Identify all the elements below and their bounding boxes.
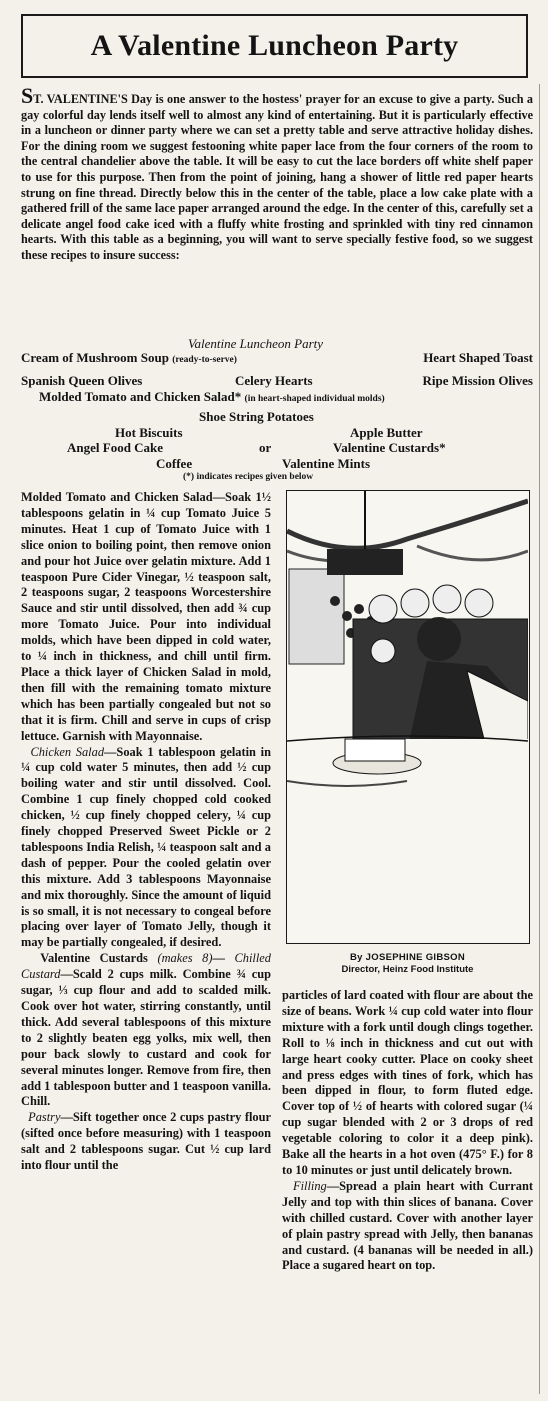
hostess-illustration bbox=[287, 491, 528, 942]
menu-olives-ripe: Ripe Mission Olives bbox=[422, 373, 533, 388]
woman-head bbox=[417, 617, 461, 661]
recipe-chicken-title: Chicken Salad bbox=[30, 744, 105, 759]
menu-footnote: (*) indicates recipes given below bbox=[183, 472, 314, 482]
menu-soup bbox=[21, 350, 237, 366]
menu-custards: Valentine Custards* bbox=[333, 440, 446, 455]
recipe-pastry-title: Pastry bbox=[28, 1110, 61, 1125]
byline bbox=[282, 952, 533, 976]
menu-celery: Celery Hearts bbox=[235, 373, 313, 388]
menu-or: or bbox=[259, 440, 272, 455]
cake bbox=[345, 739, 405, 761]
recipe-chicken bbox=[21, 745, 271, 952]
recipe-custards-makes: (makes 8) bbox=[157, 951, 213, 966]
recipe-filling-text: —Spread a plain heart with Currant Jelly and top with thin slices of banana. Cover with chilled custard. Cover with another layer of plain pastry spread with Jelly, then bananas and custard. (4 bananas will be needed in all.) Place a sugared heart on top. bbox=[282, 1178, 533, 1273]
recipe-pastry-text: —Sift together once 2 cups pastry flour (sifted once before measuring) with 1 teaspoon salt and 2 tablespoons sugar. Cut ½ cup lard into flour until the bbox=[21, 1110, 272, 1173]
drop-cap: S bbox=[21, 83, 34, 108]
menu-mints: Valentine Mints bbox=[282, 456, 370, 471]
menu-heading: Valentine Luncheon Party bbox=[188, 336, 324, 351]
intro-paragraph bbox=[21, 83, 533, 264]
recipe-chilled-title: Chilled Custard bbox=[21, 951, 271, 982]
right-column bbox=[282, 988, 533, 1274]
byline-role: Director, Heinz Food Institute bbox=[341, 964, 474, 975]
streamer bbox=[287, 501, 528, 548]
chandelier bbox=[327, 549, 403, 575]
recipe-filling-title: Filling bbox=[293, 1178, 327, 1193]
recipe-salad-title: Molded Tomato and Chicken Salad bbox=[21, 490, 213, 504]
recipe-pastry-cont: particles of lard coated with flour are about the size of beans. Work ¼ cup cold water into flour mixture with a fork until dough clings together. Roll to ⅛ inch in thickness and cut out with large heart cooky cutter. Place on cooky sheet and press edges with tines of fork, which has been dipped in flour, to form fluted edge. Cover top of ½ of hearts with colored sugar (¼ cup sugar blended with 2 or 3 drops of red vegetable coloring to color it a deep pink). Bake all the hearts in a hot oven (475° F.) for 8 to 10 minutes or just until delicately brown. bbox=[282, 988, 533, 1177]
byline-name: By JOSEPHINE GIBSON bbox=[350, 952, 465, 963]
recipe-filling bbox=[282, 1179, 533, 1274]
intro-text: T. VALENTINE'S Day is one answer to the hostess' prayer for an excuse to give a party. Such a gay colorful day lends itself well to almost any kind of entertaining. But it is particularly effective in a luncheon or dinner party where we can set a pretty table and serve attractive holiday dishes. For the dining room we suggest festooning white paper lace from the four corners of the room to the central chandelier above the table. It will be easy to cut the lace borders off white shelf paper to use for this purpose. Then from the point of joining, hang a shower of little red paper hearts strung on fine thread. Directly below this in the center of the table, place a low cake plate with a gathered frill of the same lace paper arranged around the edge. In the center of this, carefully set a delicate angel food cake iced with a fluffy white frosting and sprinkled with tiny red cinnamon hearts. With this table as a beginning, you will want to serve specially festive food, so we suggest these recipes to insure success: bbox=[21, 92, 533, 262]
left-column bbox=[21, 490, 271, 1174]
column-rule bbox=[539, 84, 540, 1394]
recipe-chicken-text: —Soak 1 tablespoon gelatin in ¼ cup cold water 5 minutes, then add ½ cup boiling water and stir until dissolved. Cool. Combine 1 cup finely chopped cold cooked chicken, ½ cup finely chopped celery, ¼ cup finely chopped Preserved Sweet Pickle or 2 tablespoons India Relish, ¼ teaspoon salt and a dash of pepper. Pour the cooled gelatin over this mixture. Add 3 tablespoons Mayonnaise and mix thoroughly. Since the amount of liquid is so small, it is not necessary to congeal before placing over layer of Tomato Jelly, though it may be partially congealed, if desired. bbox=[21, 744, 271, 950]
menu-olives-queen: Spanish Queen Olives bbox=[21, 373, 143, 388]
recipe-custards: Valentine Custards (makes 8)— Chilled Custard—Scald 2 cups milk. Combine ¾ cup sugar, ⅓ cup flour and add to scalded milk. Cook over hot water, stirring constantly, until thick. Add several tablespoons of this mixture to 2 slightly beaten egg yolks, mix well, then pour back slowly to custard and cook for several minutes longer. Remove from fire, then add 1 tablespoon butter and 1 teaspoon vanilla. Chill. bbox=[21, 951, 271, 1109]
menu-coffee: Coffee bbox=[156, 456, 193, 471]
recipe-custards-title: Valentine Custards bbox=[40, 951, 148, 966]
illustration bbox=[286, 490, 530, 944]
window bbox=[289, 569, 344, 664]
recipe-pastry bbox=[21, 1110, 271, 1174]
menu-soup-note: (ready-to-serve) bbox=[172, 355, 237, 365]
streamer bbox=[417, 546, 528, 560]
menu-salad-note: (in heart-shaped individual molds) bbox=[244, 394, 385, 404]
recipe-salad bbox=[21, 490, 271, 745]
menu-biscuits: Hot Biscuits bbox=[115, 425, 183, 440]
menu-potatoes: Shoe String Potatoes bbox=[199, 409, 314, 424]
menu-angel-cake: Angel Food Cake bbox=[67, 440, 164, 455]
menu-soup-label: Cream of Mushroom Soup bbox=[21, 350, 169, 365]
recipe-chilled-text: —Scald 2 cups milk. Combine ¾ cup sugar, ⅓ cup flour and add to scalded milk. Cook over hot water, stirring constantly, until thick. Add several tablespoons of this mixture to 2 slightly beaten egg yolks, mix well, then pour back slowly to custard and cook for several minutes longer. Remove from fire, then add 1 tablespoon butter and 1 teaspoon vanilla. Chill. bbox=[21, 967, 271, 1109]
title-box bbox=[21, 14, 528, 78]
menu-salad-label: Molded Tomato and Chicken Salad* bbox=[39, 389, 242, 404]
page-title: A Valentine Luncheon Party bbox=[90, 29, 459, 62]
menu-toast: Heart Shaped Toast bbox=[423, 350, 533, 365]
recipe-salad-text: —Soak 1½ tablespoons gelatin in ¼ cup Tomato Juice 5 minutes. Heat 1 cup of Tomato Juice with 1 slice onion to boiling point, then remove onion and pour hot Juice over gelatin mixture. Add 1 teaspoon Pure Cider Vinegar, ½ teaspoon salt, 2 teaspoons sugar, 2 teaspoons Worcestershire Sauce and stir until dissolved, then add ¾ cup more Tomato Juice. Pour into individual molds, which have been dipped in cold water, to ¼ inch in thickness, and chill until firm. Place a thick layer of Chicken Salad in mold, then fill with the remaining tomato mixture which has been partially congealed but not so that it is firm. Chill and serve in cups of crisp lettuce. Garnish with Mayonnaise. bbox=[21, 490, 271, 743]
menu-salad bbox=[39, 389, 385, 405]
menu-apple-butter: Apple Butter bbox=[350, 425, 423, 440]
